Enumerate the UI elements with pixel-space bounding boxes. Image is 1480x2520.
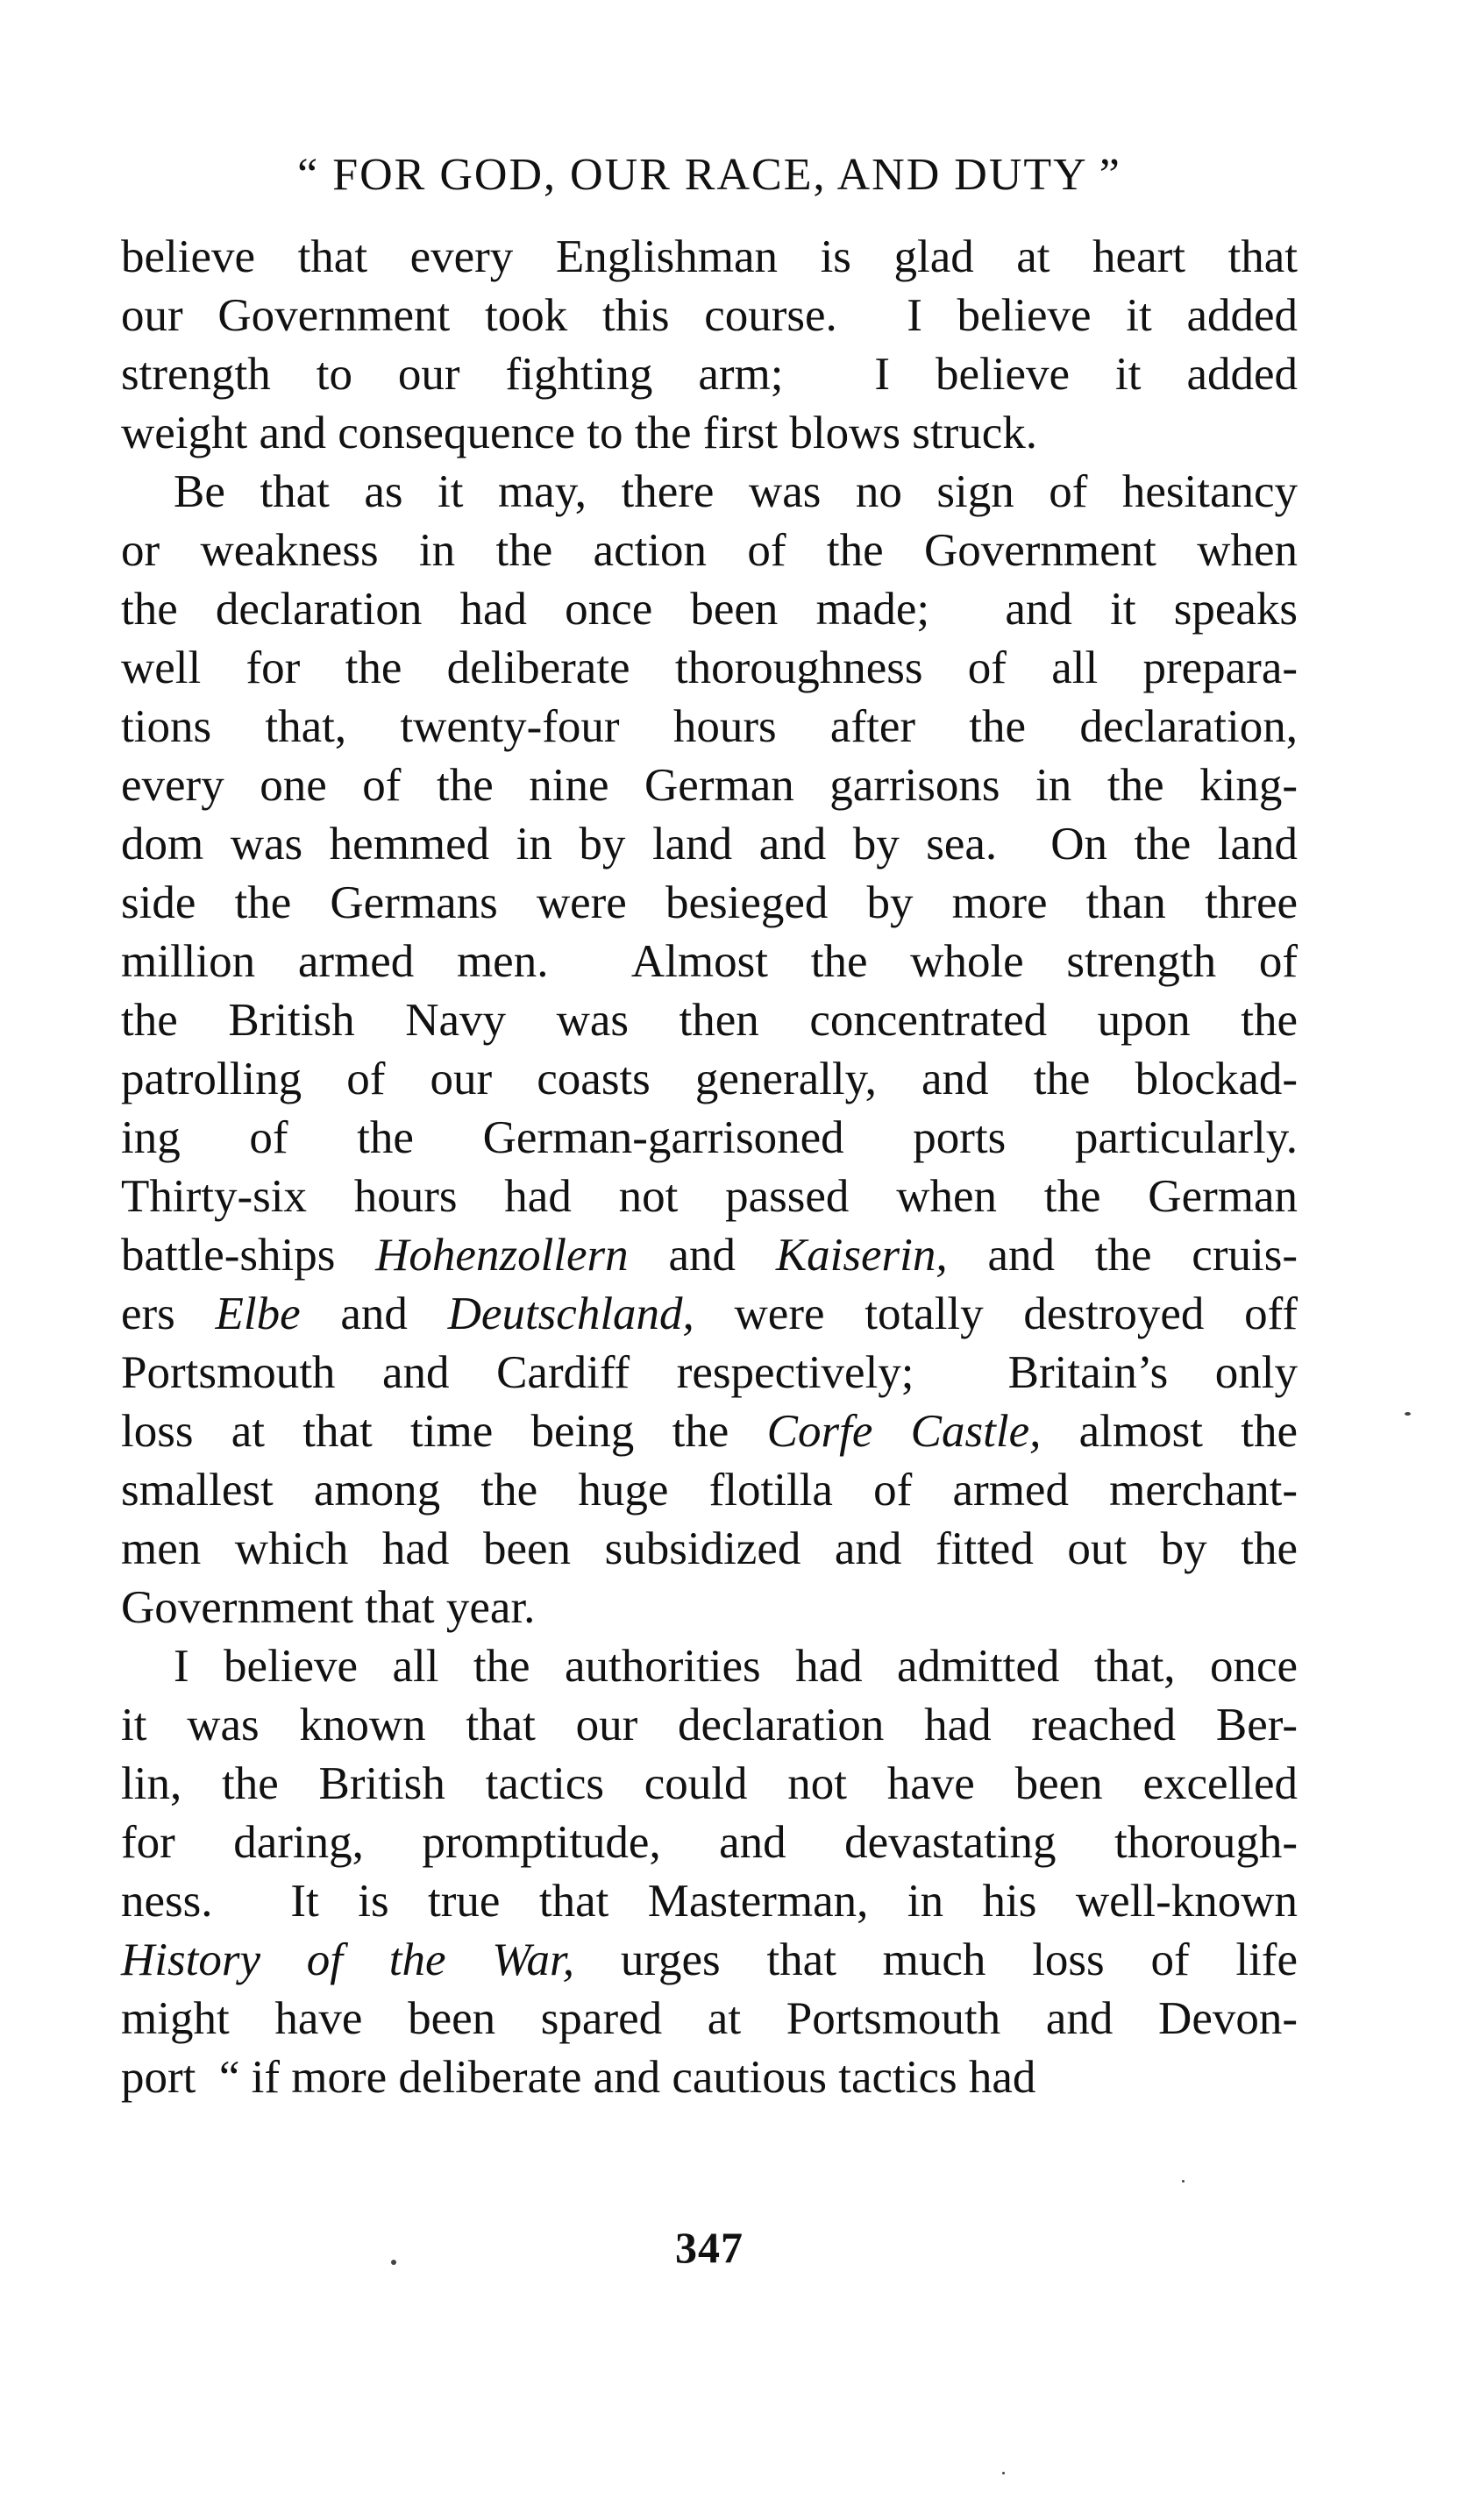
italic-title: History of the War, (121, 1934, 575, 1985)
scan-speck (1405, 1412, 1411, 1416)
italic-title: Deutschland, (447, 1288, 694, 1339)
text-run: well for the deliberate thoroughness of all prepara- (121, 642, 1298, 693)
text-line (121, 404, 1298, 463)
italic-title: Kaiserin, (775, 1230, 948, 1281)
scan-speck (391, 2260, 396, 2265)
text-line (121, 1579, 1298, 1637)
text-line (121, 874, 1298, 933)
text-run: and (300, 1288, 448, 1339)
text-run: ness. It is true that Masterman, in his well-known (121, 1876, 1298, 1927)
text-line (121, 287, 1298, 345)
text-run: patrolling of our coasts generally, and the blockad- (121, 1054, 1298, 1104)
text-line (121, 815, 1298, 874)
text-line (121, 1814, 1298, 1872)
text-run: men which had been subsidized and fitted out by the (121, 1523, 1298, 1574)
text-line (121, 1872, 1298, 1931)
text-line (121, 345, 1298, 404)
text-run: ers (121, 1288, 216, 1339)
text-run: tions that, twenty-four hours after the declaration, (121, 701, 1298, 752)
text-run: I believe all the authorities had admitted that, once (174, 1641, 1298, 1692)
scan-speck (1002, 2472, 1005, 2474)
text-run: and (628, 1230, 776, 1281)
text-line (121, 1109, 1298, 1168)
text-line (121, 639, 1298, 698)
italic-title: Elbe (215, 1288, 301, 1339)
book-page (121, 140, 1298, 2272)
text-run: smallest among the huge flotilla of armed merchant- (121, 1465, 1298, 1516)
text-line (121, 2048, 1298, 2107)
text-line (121, 1755, 1298, 1814)
italic-title: Corfe Castle, (766, 1406, 1042, 1457)
text-line (121, 1931, 1298, 1990)
text-line (121, 1461, 1298, 1520)
text-line (121, 1344, 1298, 1402)
italic-title: Hohenzollern (375, 1230, 629, 1281)
text-line (121, 463, 1298, 522)
text-run: loss at that time being the (121, 1406, 767, 1457)
scan-speck (1182, 2180, 1185, 2183)
text-line (121, 228, 1298, 287)
text-run: port “ if more deliberate and cautious tactics had (121, 2052, 1036, 2103)
text-line (121, 1285, 1298, 1344)
paragraph (121, 1637, 1298, 2107)
text-line (121, 522, 1298, 580)
body-text (121, 228, 1298, 2107)
page-number: 347 (675, 2223, 744, 2272)
text-run: our Government took this course. I believe it added (121, 290, 1298, 341)
text-line (121, 580, 1298, 639)
text-run: Portsmouth and Cardiff respectively; Britain’s only (121, 1347, 1298, 1398)
text-run: dom was hemmed in by land and by sea. On the land (121, 819, 1298, 870)
text-run: urges that much loss of life (574, 1934, 1298, 1985)
text-line (121, 1050, 1298, 1109)
text-run: for daring, promptitude, and devastating thorough- (121, 1817, 1298, 1868)
text-line (121, 1520, 1298, 1579)
text-run: the declaration had once been made; and it speaks (121, 584, 1298, 635)
text-run: ing of the German-garrisoned ports particularly. (121, 1112, 1298, 1163)
text-line (121, 1402, 1298, 1461)
text-run: it was known that our declaration had reached Ber- (121, 1700, 1298, 1750)
text-run: Government that year. (121, 1582, 536, 1633)
text-run: every one of the nine German garrisons in the king- (121, 760, 1298, 811)
paragraph (121, 228, 1298, 463)
text-run: strength to our fighting arm; I believe it added (121, 349, 1298, 400)
paragraph (121, 463, 1298, 1637)
text-run: side the Germans were besieged by more than three (121, 877, 1298, 928)
text-line (121, 1226, 1298, 1285)
text-line (121, 1168, 1298, 1226)
text-run: or weakness in the action of the Government when (121, 525, 1298, 576)
text-line (121, 1637, 1298, 1696)
text-run: the British Navy was then concentrated upon the (121, 995, 1298, 1046)
text-run: battle-ships (121, 1230, 376, 1281)
text-line (121, 698, 1298, 756)
text-run: and the cruis- (947, 1230, 1298, 1281)
text-run: weight and consequence to the first blows struck. (121, 408, 1038, 458)
text-line (121, 756, 1298, 815)
text-line (121, 1990, 1298, 2048)
text-run: Thirty-six hours had not passed when the German (121, 1171, 1298, 1222)
text-run: Be that as it may, there was no sign of hesitancy (174, 466, 1298, 517)
running-head: “ FOR GOD, OUR RACE, AND DUTY ” (297, 150, 1121, 200)
text-run: believe that every Englishman is glad at heart that (121, 231, 1298, 282)
text-run: might have been spared at Portsmouth and Devon- (121, 1993, 1298, 2044)
text-run: were totally destroyed off (694, 1288, 1298, 1339)
text-line (121, 991, 1298, 1050)
text-run: lin, the British tactics could not have been excelled (121, 1758, 1298, 1809)
text-run: almost the (1041, 1406, 1298, 1457)
text-line (121, 933, 1298, 991)
text-run: million armed men. Almost the whole strength of (121, 936, 1298, 987)
text-line (121, 1696, 1298, 1755)
